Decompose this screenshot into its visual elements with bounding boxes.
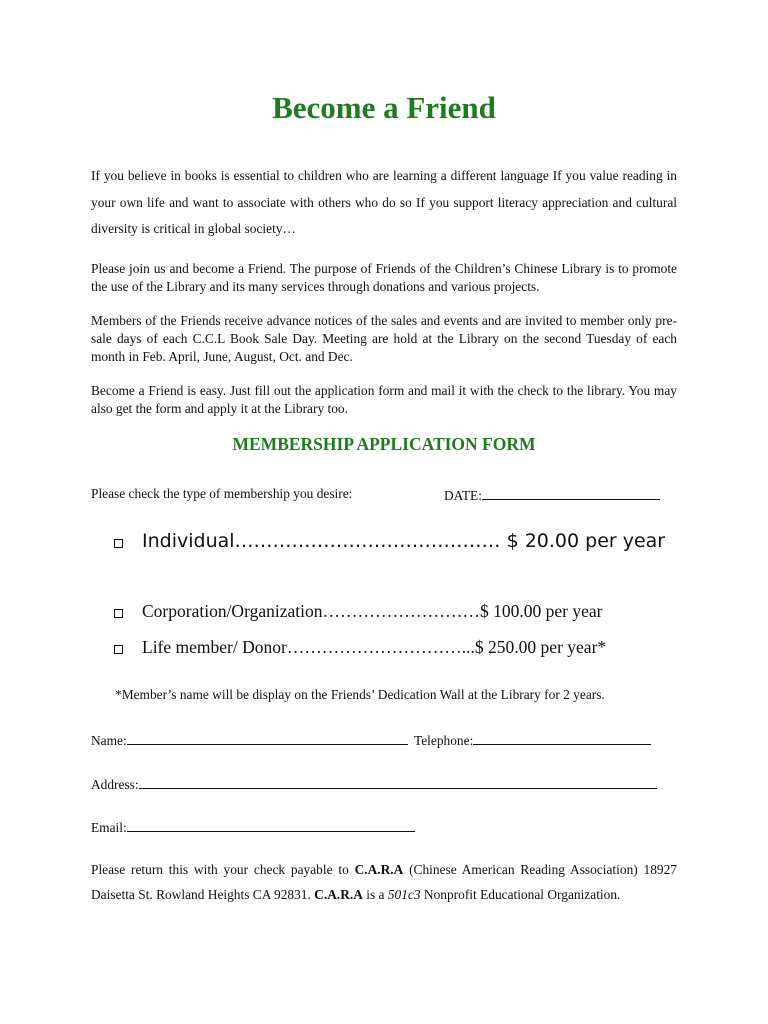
members-paragraph: Members of the Friends receive advance notices of the sales and events and are invited to member only pre-sale days of each C.C.L Book Sale Day. Meeting are hold at the Library on the second Tuesday of each month in Feb. April, June, August, Oct. and Dec. [91, 313, 677, 364]
telephone-blank[interactable] [473, 731, 651, 745]
membership-prompt: Please check the type of membership you desire: [91, 486, 353, 501]
date-field[interactable] [444, 486, 660, 504]
membership-individual: Individual…………………………………… $ 20.00 per year [142, 530, 666, 552]
is-a-text: is a [362, 887, 388, 902]
intro-paragraph: If you believe in books is essential to children who are learning a different language If you value reading in your own life and want to associate with others who do so If you support literacy appreciation and cultural diversity is critical in global society… [91, 168, 677, 236]
org-name: C.A.R.A [354, 862, 404, 877]
form-title: MEMBERSHIP APPLICATION FORM [232, 434, 536, 454]
name-label: Name: [91, 733, 127, 748]
date-label: DATE: [444, 488, 482, 503]
membership-life-member: Life member/ Donor…………………………...$ 250.00 per year* [142, 637, 607, 657]
return-text: Please return this with your check payable to [91, 862, 355, 877]
easy-paragraph: Become a Friend is easy. Just fill out the application form and mail it with the check to the library. You may also get the form and apply it at the Library too. [91, 383, 677, 416]
email-field[interactable] [91, 818, 415, 836]
date-blank[interactable] [482, 486, 660, 500]
address-field[interactable] [91, 775, 657, 793]
tax-status: 501c3 [387, 887, 421, 902]
corporation-checkbox[interactable] [114, 609, 123, 618]
telephone-label: Telephone: [414, 733, 474, 748]
org-name-2: C.A.R.A [314, 887, 363, 902]
join-paragraph: Please join us and become a Friend. The purpose of Friends of the Children’s Chinese Library is to promote the use of the Library and its many services through donations and various projects. [91, 261, 677, 294]
page-title: Become a Friend [272, 90, 496, 125]
address-text: (Chinese American Reading Association) 18927 Daisetta St. Rowland Heights CA 92831. [91, 862, 677, 902]
name-blank[interactable] [127, 731, 408, 745]
life-member-checkbox[interactable] [114, 645, 123, 654]
telephone-field[interactable] [414, 731, 651, 749]
return-instructions [91, 857, 677, 907]
org-type-text: Nonprofit Educational Organization. [420, 887, 621, 902]
individual-checkbox[interactable] [114, 539, 123, 548]
membership-corporation: Corporation/Organization………………………$ 100.00 per year [142, 601, 603, 621]
address-label: Address: [91, 777, 139, 792]
name-field[interactable] [91, 731, 408, 749]
address-blank[interactable] [139, 775, 657, 789]
email-label: Email: [91, 820, 127, 835]
dedication-note: *Member’s name will be display on the Friends’ Dedication Wall at the Library for 2 years. [115, 687, 605, 702]
email-blank[interactable] [127, 818, 415, 832]
